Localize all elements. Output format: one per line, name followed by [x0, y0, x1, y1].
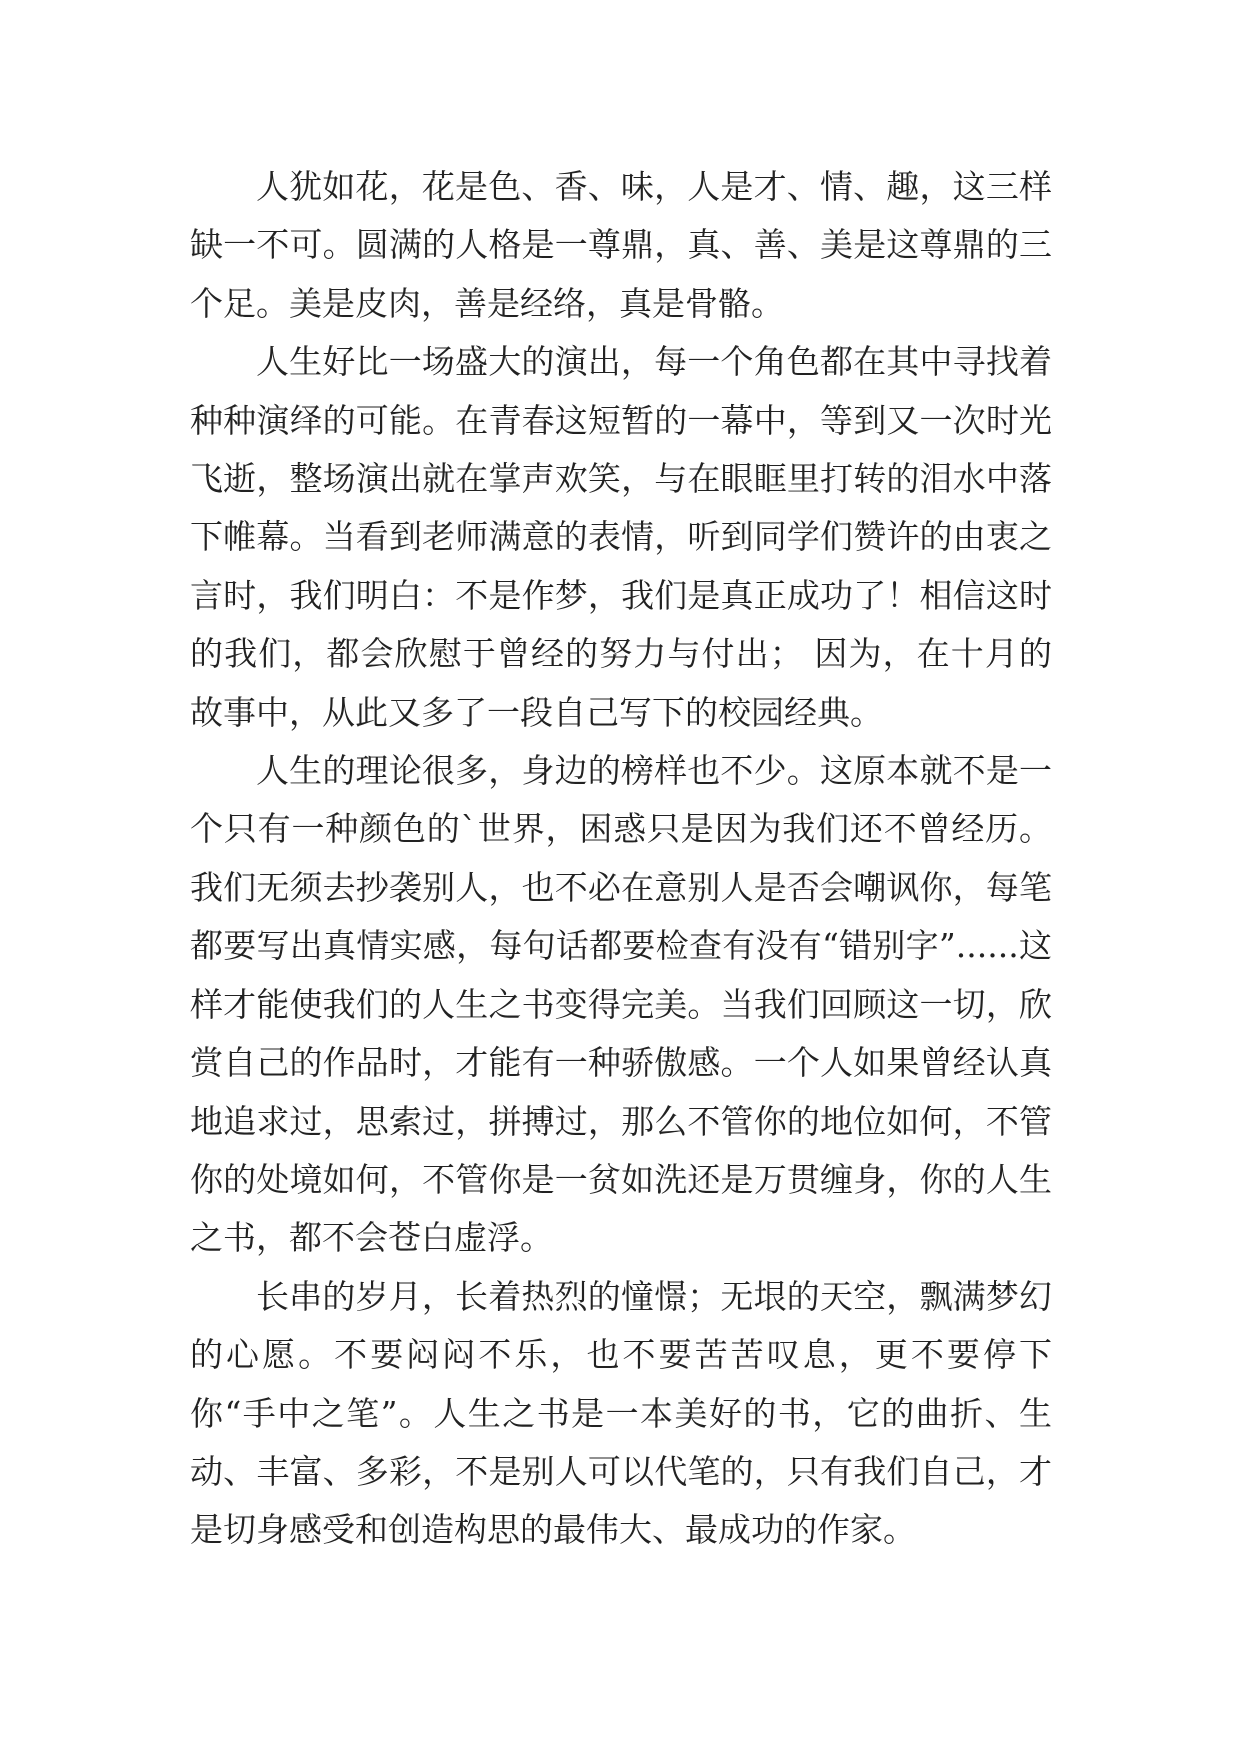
essay-body	[190, 158, 1052, 1560]
paragraph-3: 人生的理论很多，身边的榜样也不少。这原本就不是一个只有一种颜色的`世界，困惑只是因为我们还不曾经历。我们无须去抄袭别人，也不必在意别人是否会嘲讽你，每笔都要写出真情实感，每句话都要检查有没有“错别字”......这样才能使我们的人生之书变得完美。当我们回顾这一切，欣赏自己的作品时，才能有一种骄傲感。一个人如果曾经认真地追求过，思索过，拼搏过，那么不管你的地位如何，不管你的处境如何，不管你是一贫如洗还是万贯缠身，你的人生之书，都不会苍白虚浮。	[190, 751, 1052, 1258]
paragraph-4: 长串的岁月，长着热烈的憧憬；无垠的天空，飘满梦幻的心愿。不要闷闷不乐，也不要苦苦叹息，更不要停下你“手中之笔”。人生之书是一本美好的书，它的曲折、生动、丰富、多彩，不是别人可以代笔的，只有我们自己，才是切身感受和创造构思的最伟大、最成功的作家。	[190, 1276, 1052, 1550]
paragraph-1: 人犹如花，花是色、香、味，人是才、情、趣，这三样缺一不可。圆满的人格是一尊鼎，真、善、美是这尊鼎的三个足。美是皮肉，善是经络，真是骨骼。	[190, 167, 1052, 323]
paragraph-2: 人生好比一场盛大的演出，每一个角色都在其中寻找着种种演绎的可能。在青春这短暂的一幕中，等到又一次时光飞逝，整场演出就在掌声欢笑，与在眼眶里打转的泪水中落下帷幕。当看到老师满意的表情，听到同学们赞许的由衷之言时，我们明白：不是作梦，我们是真正成功了！相信这时的我们，都会欣慰于曾经的努力与付出； 因为，在十月的故事中，从此又多了一段自己写下的校园经典。	[190, 342, 1052, 732]
